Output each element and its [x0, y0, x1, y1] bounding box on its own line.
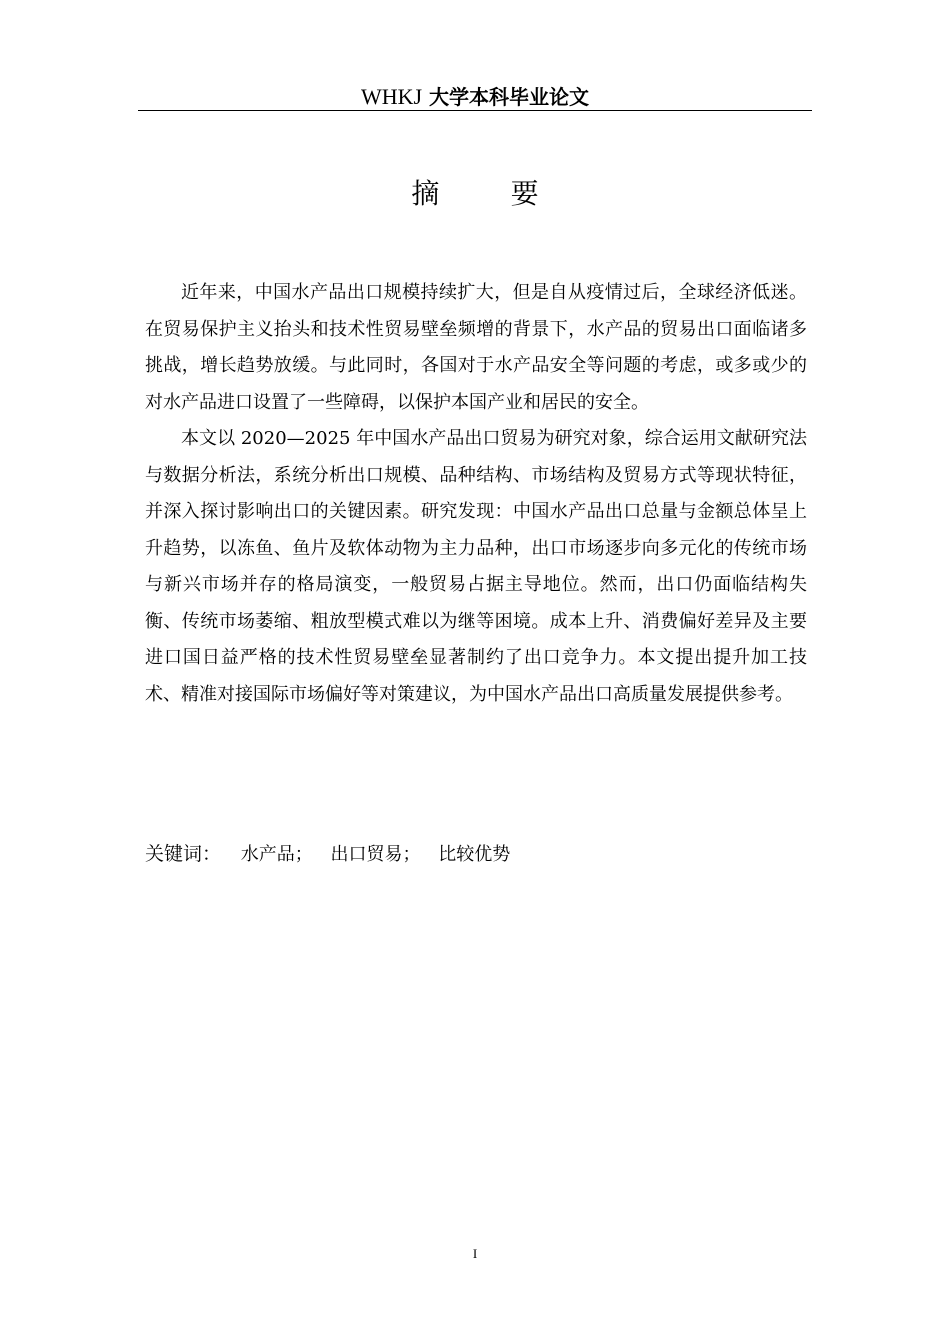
header-title-text: 大学本科毕业论文 — [422, 85, 590, 109]
abstract-paragraph-2: 本文以 2020—2025 年中国水产品出口贸易为研究对象，综合运用文献研究法与数据分析法，系统分析出口规模、品种结构、市场结构及贸易方式等现状特征，并深入探讨影响出口的关键因素。研究发现：中国水产品出口总量与金额总体呈上升趋势，以冻鱼、鱼片及软体动物为主力品种，出口市场逐步向多元化的传统市场与新兴市场并存的格局演变，一般贸易占据主导地位。然而，出口仍面临结构失衡、传统市场萎缩、粗放型模式难以为继等困境。成本上升、消费偏好差异及主要进口国日益严格的技术性贸易壁垒显著制约了出口竞争力。本文提出提升加工技术、精准对接国际市场偏好等对策建议，为中国水产品出口高质量发展提供参考。 — [145, 428, 807, 705]
running-header — [138, 84, 812, 110]
abstract-heading: 摘 要 — [411, 177, 539, 210]
header-divider — [138, 110, 812, 111]
keywords-line — [145, 838, 522, 871]
abstract-paragraph-1: 近年来，中国水产品出口规模持续扩大，但是自从疫情过后，全球经济低迷。在贸易保护主义抬头和技术性贸易壁垒频增的背景下，水产品的贸易出口面临诸多挑战，增长趋势放缓。与此同时，各国对于水产品安全等问题的考虑，或多或少的对水产品进口设置了一些障碍，以保护本国产业和居民的安全。 — [145, 282, 807, 413]
keyword-item: 比较优势 — [438, 844, 511, 865]
abstract-body — [145, 275, 807, 713]
page-number: I — [472, 1246, 478, 1261]
keywords-label: 关键词： — [145, 843, 222, 865]
keyword-item: 出口贸易； — [330, 844, 421, 865]
header-institution-code: WHKJ — [360, 84, 423, 109]
keyword-item: 水产品； — [240, 844, 313, 865]
